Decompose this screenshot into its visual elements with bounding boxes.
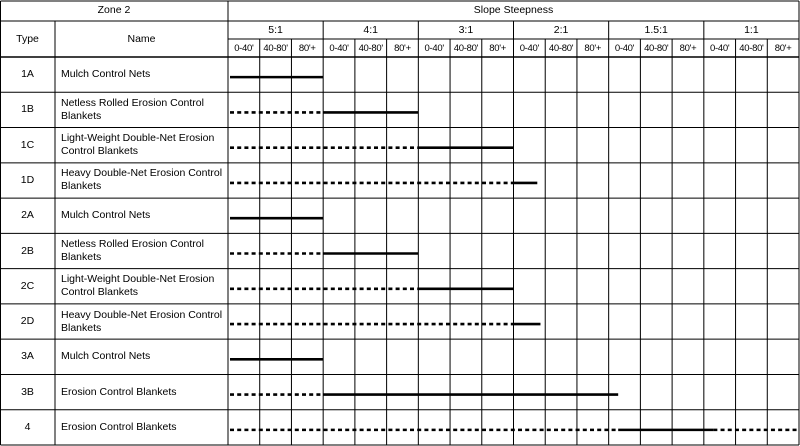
length-label: 80'+ [298,43,316,54]
type-cell: 1C [20,138,35,151]
length-label: 0-40' [424,43,444,54]
length-label: 40-80' [644,43,669,54]
name-header: Name [127,33,156,45]
slope-ratio-3-1: 3:1 [458,24,474,36]
name-cell: Netless Rolled Erosion Control Blankets [61,96,204,122]
type-cell: 2B [21,244,34,257]
type-cell: 1D [20,173,35,186]
length-label: 40-80' [358,43,383,54]
slope-ratio-2-1: 2:1 [553,24,569,36]
type-cell: 2D [20,315,35,328]
length-label: 0-40' [710,43,730,54]
name-cell: Mulch Control Nets [61,68,151,81]
length-label: 40-80' [739,43,764,54]
type-cell: 3B [21,385,34,398]
length-label: 80'+ [489,43,506,54]
name-cell: Mulch Control Nets [61,209,151,222]
length-label: 40-80' [548,43,574,54]
length-label: 80'+ [584,43,602,54]
name-cell: Heavy Double-Net Erosion Control Blankets [61,308,223,334]
name-cell: Netless Rolled Erosion Control Blankets [61,238,204,263]
length-label: 0-40' [614,43,635,54]
length-label: 40-80' [453,43,479,54]
type-header: Type [16,33,39,45]
length-label: 0-40' [234,43,254,54]
name-cell: Erosion Control Blankets [61,420,177,433]
name-cell: Heavy Double-Net Erosion Control Blankets [61,167,223,193]
type-cell: 2C [20,279,35,292]
length-label: 80'+ [394,43,411,54]
type-cell: 1A [21,68,34,81]
name-cell: Erosion Control Blankets [61,385,177,398]
type-cell: 4 [24,420,31,433]
name-cell: Mulch Control Nets [61,350,151,363]
length-label: 80'+ [774,43,792,54]
length-label: 40-80' [263,43,288,54]
type-cell: 2A [21,209,34,222]
type-cell: 1B [21,103,34,116]
length-label: 0-40' [329,43,349,54]
slope-ratio-1-5-1: 1.5:1 [644,24,668,36]
type-cell: 3A [21,350,34,363]
slope-ratio-4-1: 4:1 [363,24,379,36]
name-cell: Light-Weight Double-Net Erosion Control Blankets [61,273,215,299]
length-label: 0-40' [519,43,540,54]
name-cell: Light-Weight Double-Net Erosion Control Blankets [61,132,215,158]
slope-ratio-1-1: 1:1 [744,24,759,36]
zone-label: Zone 2 [97,4,131,16]
slope-ratio-5-1: 5:1 [268,24,283,36]
slope-steepness-header: Slope Steepness [473,4,554,16]
length-label: 80'+ [679,43,697,54]
